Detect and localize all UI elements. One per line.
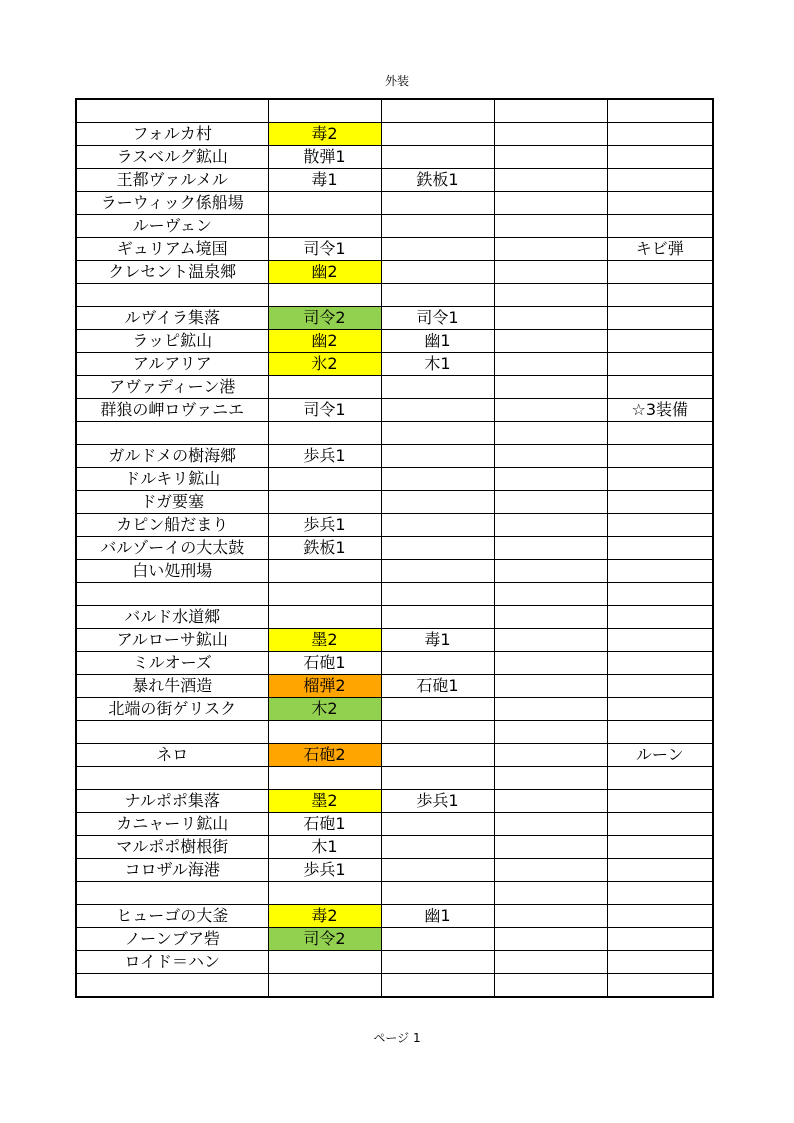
- item-cell-3: [494, 813, 607, 836]
- item-cell-1: 毒2: [268, 905, 381, 928]
- item-cell-1: 石砲2: [268, 744, 381, 767]
- table-row: [76, 974, 713, 998]
- extra-cell: [607, 675, 713, 698]
- item-cell-3: [494, 744, 607, 767]
- extra-cell: [607, 560, 713, 583]
- location-cell: ラスベルグ鉱山: [76, 146, 268, 169]
- table-row: [76, 330, 713, 353]
- table-row: [76, 537, 713, 560]
- table-row: [76, 445, 713, 468]
- location-cell: [76, 422, 268, 445]
- item-cell-1: 歩兵1: [268, 514, 381, 537]
- location-cell: [76, 99, 268, 123]
- item-cell-3: [494, 629, 607, 652]
- item-cell-2: 幽1: [381, 905, 494, 928]
- item-cell-1: 墨2: [268, 629, 381, 652]
- item-cell-3: [494, 192, 607, 215]
- item-cell-2: [381, 859, 494, 882]
- item-cell-3: [494, 146, 607, 169]
- item-cell-2: [381, 399, 494, 422]
- table-row: [76, 606, 713, 629]
- location-cell: ネロ: [76, 744, 268, 767]
- table-row: [76, 698, 713, 721]
- extra-cell: [607, 215, 713, 238]
- item-cell-2: [381, 606, 494, 629]
- item-cell-1: 歩兵1: [268, 859, 381, 882]
- item-cell-1: [268, 422, 381, 445]
- item-cell-3: [494, 215, 607, 238]
- item-cell-1: 鉄板1: [268, 537, 381, 560]
- location-cell: フォルカ村: [76, 123, 268, 146]
- table-row: [76, 836, 713, 859]
- extra-cell: [607, 192, 713, 215]
- item-cell-2: 毒1: [381, 629, 494, 652]
- location-cell: ノーンブア砦: [76, 928, 268, 951]
- item-cell-2: 歩兵1: [381, 790, 494, 813]
- extra-cell: ☆3装備: [607, 399, 713, 422]
- item-cell-3: [494, 606, 607, 629]
- page-number: ページ 1: [373, 1031, 421, 1045]
- location-cell: [76, 974, 268, 998]
- location-cell: 暴れ牛酒造: [76, 675, 268, 698]
- item-cell-1: [268, 951, 381, 974]
- extra-cell: [607, 813, 713, 836]
- table-row: [76, 123, 713, 146]
- table-body: [76, 99, 713, 997]
- location-cell: [76, 882, 268, 905]
- location-cell: [76, 284, 268, 307]
- item-cell-2: [381, 422, 494, 445]
- item-cell-2: [381, 468, 494, 491]
- table-row: [76, 468, 713, 491]
- location-cell: アルローサ鉱山: [76, 629, 268, 652]
- item-cell-2: [381, 123, 494, 146]
- item-cell-2: [381, 767, 494, 790]
- extra-cell: [607, 790, 713, 813]
- item-cell-1: 墨2: [268, 790, 381, 813]
- item-cell-3: [494, 583, 607, 606]
- location-cell: クレセント温泉郷: [76, 261, 268, 284]
- location-cell: ギュリアム境国: [76, 238, 268, 261]
- item-cell-1: [268, 721, 381, 744]
- item-cell-1: 司令2: [268, 307, 381, 330]
- item-cell-3: [494, 882, 607, 905]
- item-cell-2: [381, 698, 494, 721]
- table-row: [76, 928, 713, 951]
- item-cell-1: [268, 974, 381, 998]
- item-cell-1: [268, 491, 381, 514]
- item-cell-1: 歩兵1: [268, 445, 381, 468]
- location-cell: [76, 583, 268, 606]
- location-cell: ラーウィック係船場: [76, 192, 268, 215]
- item-cell-3: [494, 307, 607, 330]
- item-cell-3: [494, 261, 607, 284]
- item-cell-1: 毒2: [268, 123, 381, 146]
- item-cell-3: [494, 560, 607, 583]
- item-cell-2: [381, 192, 494, 215]
- table-row: [76, 629, 713, 652]
- extra-cell: [607, 537, 713, 560]
- item-cell-3: [494, 974, 607, 998]
- item-cell-2: [381, 652, 494, 675]
- table-row: [76, 146, 713, 169]
- item-cell-2: [381, 836, 494, 859]
- item-cell-3: [494, 468, 607, 491]
- location-cell: ルーヴェン: [76, 215, 268, 238]
- item-cell-1: 氷2: [268, 353, 381, 376]
- item-cell-1: [268, 99, 381, 123]
- item-cell-1: 司令2: [268, 928, 381, 951]
- item-cell-1: [268, 882, 381, 905]
- extra-cell: [607, 583, 713, 606]
- item-cell-1: 毒1: [268, 169, 381, 192]
- item-cell-1: 石砲1: [268, 652, 381, 675]
- item-cell-1: [268, 215, 381, 238]
- item-cell-2: 木1: [381, 353, 494, 376]
- extra-cell: ルーン: [607, 744, 713, 767]
- location-cell: ロイド＝ハン: [76, 951, 268, 974]
- item-cell-1: [268, 192, 381, 215]
- extra-cell: [607, 146, 713, 169]
- item-cell-2: [381, 560, 494, 583]
- item-cell-2: [381, 882, 494, 905]
- table-row: [76, 422, 713, 445]
- item-cell-1: 榴弾2: [268, 675, 381, 698]
- item-cell-2: [381, 928, 494, 951]
- extra-cell: [607, 353, 713, 376]
- table-row: [76, 284, 713, 307]
- item-cell-3: [494, 284, 607, 307]
- item-cell-1: 石砲1: [268, 813, 381, 836]
- item-cell-3: [494, 376, 607, 399]
- extra-cell: [607, 951, 713, 974]
- table-row: [76, 353, 713, 376]
- item-cell-1: 司令1: [268, 399, 381, 422]
- item-cell-2: [381, 721, 494, 744]
- item-cell-2: [381, 146, 494, 169]
- extra-cell: [607, 123, 713, 146]
- item-cell-3: [494, 767, 607, 790]
- item-cell-1: [268, 583, 381, 606]
- table-row: [76, 951, 713, 974]
- table-row: [76, 491, 713, 514]
- table-row: [76, 813, 713, 836]
- table-row: [76, 859, 713, 882]
- location-cell: ミルオーズ: [76, 652, 268, 675]
- extra-cell: [607, 767, 713, 790]
- item-cell-3: [494, 928, 607, 951]
- item-cell-1: [268, 376, 381, 399]
- location-cell: アヴァディーン港: [76, 376, 268, 399]
- table-row: [76, 882, 713, 905]
- item-cell-3: [494, 836, 607, 859]
- table-row: [76, 790, 713, 813]
- item-cell-1: 木1: [268, 836, 381, 859]
- sheet-title: 外装: [384, 74, 409, 88]
- location-cell: バルゾーイの大太鼓: [76, 537, 268, 560]
- item-cell-2: [381, 974, 494, 998]
- extra-cell: キビ弾: [607, 238, 713, 261]
- extra-cell: [607, 169, 713, 192]
- table-row: [76, 261, 713, 284]
- location-cell: 白い処刑場: [76, 560, 268, 583]
- extra-cell: [607, 261, 713, 284]
- item-cell-2: [381, 376, 494, 399]
- item-cell-1: 木2: [268, 698, 381, 721]
- location-cell: カニャーリ鉱山: [76, 813, 268, 836]
- item-cell-3: [494, 859, 607, 882]
- table-row: [76, 583, 713, 606]
- item-cell-3: [494, 491, 607, 514]
- item-cell-2: [381, 537, 494, 560]
- item-cell-3: [494, 514, 607, 537]
- item-cell-3: [494, 675, 607, 698]
- table-row: [76, 514, 713, 537]
- table-row: [76, 169, 713, 192]
- item-cell-3: [494, 905, 607, 928]
- table-row: [76, 238, 713, 261]
- extra-cell: [607, 905, 713, 928]
- table-row: [76, 721, 713, 744]
- extra-cell: [607, 330, 713, 353]
- item-cell-1: [268, 767, 381, 790]
- item-cell-3: [494, 238, 607, 261]
- item-cell-1: 幽2: [268, 330, 381, 353]
- item-cell-1: 司令1: [268, 238, 381, 261]
- table-row: [76, 560, 713, 583]
- extra-cell: [607, 307, 713, 330]
- item-cell-2: [381, 813, 494, 836]
- item-cell-2: [381, 514, 494, 537]
- item-cell-3: [494, 169, 607, 192]
- item-cell-3: [494, 123, 607, 146]
- extra-cell: [607, 422, 713, 445]
- location-cell: 王都ヴァルメル: [76, 169, 268, 192]
- item-cell-3: [494, 353, 607, 376]
- location-cell: コロザル海港: [76, 859, 268, 882]
- extra-cell: [607, 284, 713, 307]
- item-cell-3: [494, 790, 607, 813]
- item-cell-1: 散弾1: [268, 146, 381, 169]
- item-cell-2: 鉄板1: [381, 169, 494, 192]
- table-row: [76, 307, 713, 330]
- table-row: [76, 652, 713, 675]
- table-row: [76, 744, 713, 767]
- location-cell: [76, 721, 268, 744]
- table-row: [76, 675, 713, 698]
- item-cell-3: [494, 330, 607, 353]
- location-cell: ガルドメの樹海郷: [76, 445, 268, 468]
- item-cell-1: [268, 560, 381, 583]
- item-cell-1: 幽2: [268, 261, 381, 284]
- extra-cell: [607, 698, 713, 721]
- item-cell-3: [494, 537, 607, 560]
- extra-cell: [607, 99, 713, 123]
- extra-cell: [607, 514, 713, 537]
- item-cell-2: 幽1: [381, 330, 494, 353]
- location-cell: アルアリア: [76, 353, 268, 376]
- extra-cell: [607, 606, 713, 629]
- item-cell-2: [381, 238, 494, 261]
- table-row: [76, 905, 713, 928]
- table-row: [76, 99, 713, 123]
- location-cell: バルド水道郷: [76, 606, 268, 629]
- item-cell-2: [381, 491, 494, 514]
- table-row: [76, 399, 713, 422]
- location-cell: 群狼の岬ロヴァニエ: [76, 399, 268, 422]
- extra-cell: [607, 629, 713, 652]
- item-cell-2: [381, 284, 494, 307]
- location-cell: マルポポ樹根街: [76, 836, 268, 859]
- location-cell: ドルキリ鉱山: [76, 468, 268, 491]
- table-row: [76, 192, 713, 215]
- item-cell-1: [268, 468, 381, 491]
- item-cell-2: [381, 445, 494, 468]
- extra-cell: [607, 882, 713, 905]
- extra-cell: [607, 652, 713, 675]
- item-cell-3: [494, 399, 607, 422]
- table-row: [76, 376, 713, 399]
- location-cell: ドガ要塞: [76, 491, 268, 514]
- item-cell-2: [381, 951, 494, 974]
- extra-cell: [607, 376, 713, 399]
- data-table: [75, 98, 714, 998]
- extra-cell: [607, 491, 713, 514]
- extra-cell: [607, 974, 713, 998]
- item-cell-2: [381, 261, 494, 284]
- location-cell: ラッピ鉱山: [76, 330, 268, 353]
- item-cell-3: [494, 652, 607, 675]
- item-cell-2: [381, 744, 494, 767]
- extra-cell: [607, 445, 713, 468]
- location-cell: ヒューゴの大釜: [76, 905, 268, 928]
- item-cell-3: [494, 951, 607, 974]
- item-cell-3: [494, 721, 607, 744]
- extra-cell: [607, 928, 713, 951]
- item-cell-3: [494, 99, 607, 123]
- extra-cell: [607, 721, 713, 744]
- location-cell: ナルポポ集落: [76, 790, 268, 813]
- item-cell-3: [494, 445, 607, 468]
- extra-cell: [607, 836, 713, 859]
- item-cell-2: 石砲1: [381, 675, 494, 698]
- item-cell-1: [268, 284, 381, 307]
- location-cell: ルヴイラ集落: [76, 307, 268, 330]
- location-cell: カピン船だまり: [76, 514, 268, 537]
- item-cell-3: [494, 698, 607, 721]
- location-cell: 北端の街ゲリスク: [76, 698, 268, 721]
- item-cell-1: [268, 606, 381, 629]
- table-row: [76, 767, 713, 790]
- item-cell-2: [381, 583, 494, 606]
- item-cell-3: [494, 422, 607, 445]
- extra-cell: [607, 859, 713, 882]
- item-cell-2: [381, 215, 494, 238]
- extra-cell: [607, 468, 713, 491]
- location-cell: [76, 767, 268, 790]
- table-row: [76, 215, 713, 238]
- item-cell-2: [381, 99, 494, 123]
- item-cell-2: 司令1: [381, 307, 494, 330]
